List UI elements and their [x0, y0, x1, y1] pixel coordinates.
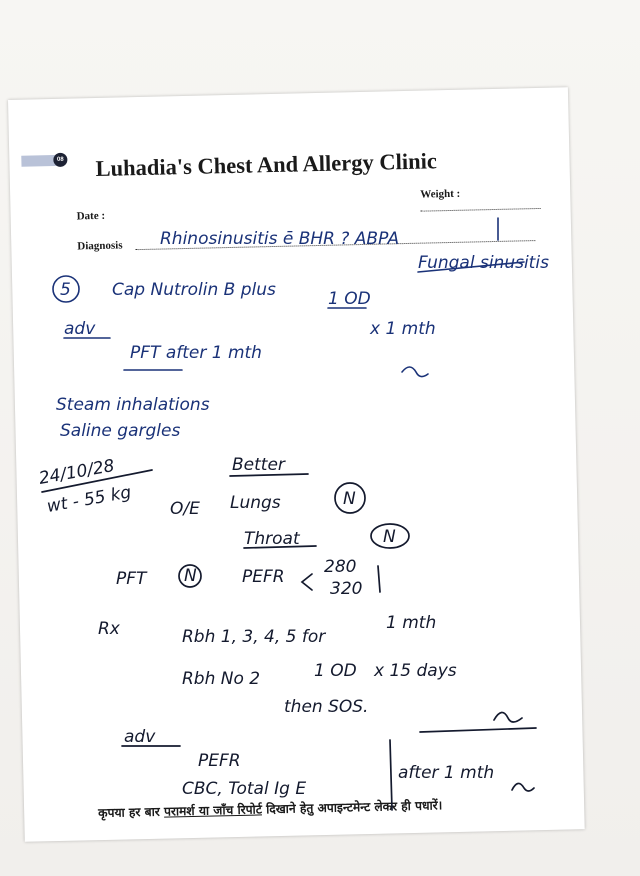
rx-item: Cap Nutrolin B plus — [112, 280, 276, 300]
signature-line — [420, 728, 536, 732]
pefr-label: PEFR — [242, 567, 285, 587]
visit-weight: wt - 55 kg — [45, 482, 133, 517]
rx-line-1-duration: 1 mth — [386, 613, 437, 633]
pft-label: PFT — [116, 569, 147, 589]
advice-2-item-2: CBC, Total Ig E — [182, 779, 307, 799]
pefr-bracket — [302, 574, 312, 590]
pefr-value-1: 280 — [324, 557, 357, 577]
signature-1 — [402, 367, 428, 377]
visit-date: 24/10/28 — [37, 455, 117, 489]
advice-2-label: adv — [124, 727, 156, 747]
diagnosis-label: Diagnosis — [77, 239, 123, 253]
pefr-bar — [378, 566, 380, 592]
rx-line-2-duration: x 15 days — [374, 661, 457, 681]
clinic-name: Luhadia's Chest And Allergy Clinic — [95, 148, 438, 182]
lungs-finding: N — [343, 489, 356, 509]
diagnosis-note: Fungal sinusitis — [418, 253, 549, 273]
signature-2 — [494, 712, 522, 722]
better-note: Better — [232, 455, 285, 475]
rx-line-1: Rbh 1, 3, 4, 5 for — [182, 627, 326, 647]
rx-dose: 1 OD — [328, 289, 371, 309]
oe-label: O/E — [170, 499, 200, 519]
pft-finding: N — [184, 566, 197, 586]
weight-label: Weight : — [420, 187, 461, 201]
rx-duration: x 1 mth — [370, 319, 436, 339]
advice-2-timing: after 1 mth — [398, 763, 495, 783]
rx-line-2: Rbh No 2 — [182, 669, 261, 689]
footer-text-start: कृपया हर बार — [98, 804, 160, 821]
advice-2-item-1: PEFR — [198, 751, 241, 771]
footer-text-underlined: परामर्श या जाँच रिपोर्ट — [163, 802, 263, 819]
advice-label: adv — [64, 319, 96, 339]
throat-label: Throat — [244, 529, 300, 549]
pefr-value-2: 320 — [330, 579, 363, 599]
rx-symbol: Rx — [98, 619, 120, 639]
lungs-label: Lungs — [230, 493, 281, 513]
rx-line-3: then SOS. — [284, 697, 369, 717]
signature-3 — [512, 783, 534, 791]
footer-text-end: दिखाने हेतु अपाइन्टमेन्ट लेकर ही पधारें। — [265, 798, 443, 817]
instruction-1: Steam inhalations — [56, 395, 210, 415]
rx-line-2-dose: 1 OD — [314, 661, 357, 681]
page-number-badge: 08 — [53, 153, 67, 167]
pft-advice: PFT after 1 mth — [130, 343, 262, 363]
instruction-2: Saline gargles — [60, 421, 181, 441]
rx-number: 5 — [60, 280, 71, 300]
advice-2-bar — [390, 740, 392, 810]
diagnosis-text: Rhinosinusitis ē BHR ? ABPA — [160, 229, 400, 249]
throat-finding: N — [383, 527, 396, 547]
date-label: Date : — [76, 209, 106, 223]
